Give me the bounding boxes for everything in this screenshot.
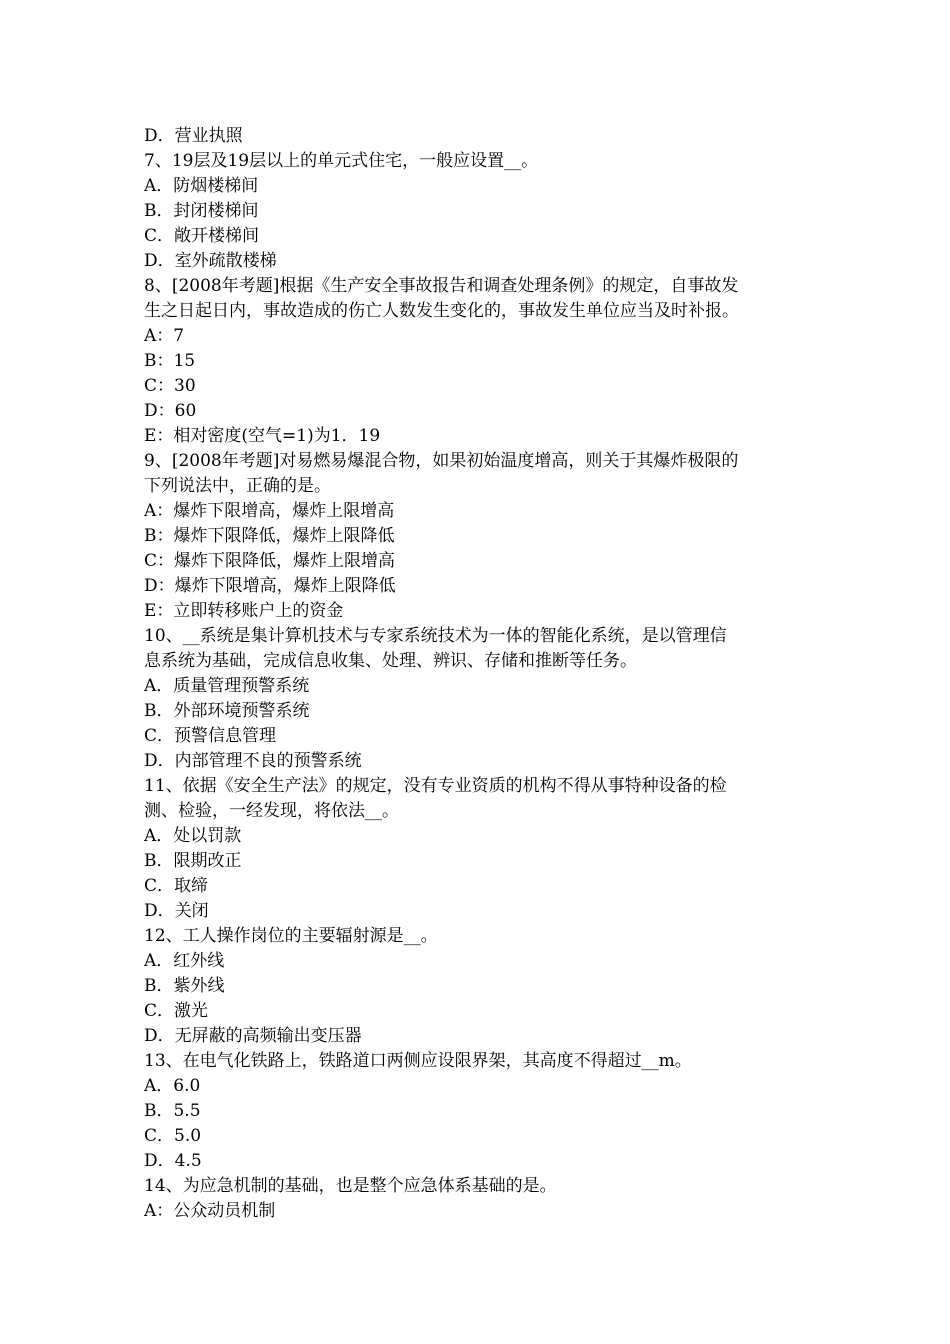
question-11-continued: 测、检验，一经发现，将依法__。 [144,801,399,821]
option-line: D．4.5 [144,1151,202,1171]
option-line: B．封闭楼梯间 [144,201,259,221]
option-line: B．紫外线 [144,976,225,996]
question-12: 12、工人操作岗位的主要辐射源是__。 [144,926,438,946]
option-line: D．室外疏散楼梯 [144,251,277,271]
question-14: 14、为应急机制的基础，也是整个应急体系基础的是。 [144,1176,557,1196]
option-line: C．敞开楼梯间 [144,226,260,246]
option-line: A．6.0 [144,1076,201,1096]
question-10-continued: 息系统为基础，完成信息收集、处理、辨识、存储和推断等任务。 [144,651,637,671]
option-line: C．预警信息管理 [144,726,277,746]
question-7: 7、19层及19层以上的单元式住宅，一般应设置__。 [144,151,539,171]
option-line: E：相对密度(空气=1)为1．19 [144,426,381,446]
question-10: 10、__系统是集计算机技术与专家系统技术为一体的智能化系统，是以管理信 [144,626,727,646]
option-line: D：60 [144,401,197,421]
question-9: 9、[2008年考题]对易燃易爆混合物，如果初始温度增高，则关于其爆炸极限的 [144,451,739,471]
option-line: C：30 [144,376,196,396]
question-8-continued: 生之日起日内，事故造成的伤亡人数发生变化的，事故发生单位应当及时补报。 [144,301,739,321]
option-line: D．关闭 [144,901,209,921]
option-line: D．无屏蔽的高频输出变压器 [144,1026,362,1046]
question-8: 8、[2008年考题]根据《生产安全事故报告和调查处理条例》的规定，自事故发 [144,276,739,296]
option-line: C．5.0 [144,1126,202,1146]
option-line: D：爆炸下限增高，爆炸上限降低 [144,576,396,596]
option-line: C．激光 [144,1001,209,1021]
question-13: 13、在电气化铁路上，铁路道口两侧应设限界架，其高度不得超过__m。 [144,1051,692,1071]
option-line: A．质量管理预警系统 [144,676,310,696]
option-line: A．红外线 [144,951,225,971]
option-line: A：爆炸下限增高，爆炸上限增高 [144,501,395,521]
option-line: E：立即转移账户上的资金 [144,601,344,621]
option-line: A．处以罚款 [144,826,242,846]
option-line: B．5.5 [144,1101,201,1121]
option-line: B：15 [144,351,196,371]
option-line: B．限期改正 [144,851,242,871]
option-line: A．防烟楼梯间 [144,176,259,196]
option-line: B．外部环境预警系统 [144,701,310,721]
text-line: D．营业执照 [144,126,243,146]
option-line: C．取缔 [144,876,209,896]
document-body [144,124,814,1224]
option-line: A：公众动员机制 [144,1201,276,1221]
question-9-continued: 下列说法中，正确的是。 [144,476,331,496]
option-line: C：爆炸下限降低，爆炸上限增高 [144,551,396,571]
option-line: A：7 [144,326,185,346]
question-11: 11、依据《安全生产法》的规定，没有专业资质的机构不得从事特种设备的检 [144,776,727,796]
option-line: B：爆炸下限降低，爆炸上限降低 [144,526,395,546]
option-line: D．内部管理不良的预警系统 [144,751,362,771]
